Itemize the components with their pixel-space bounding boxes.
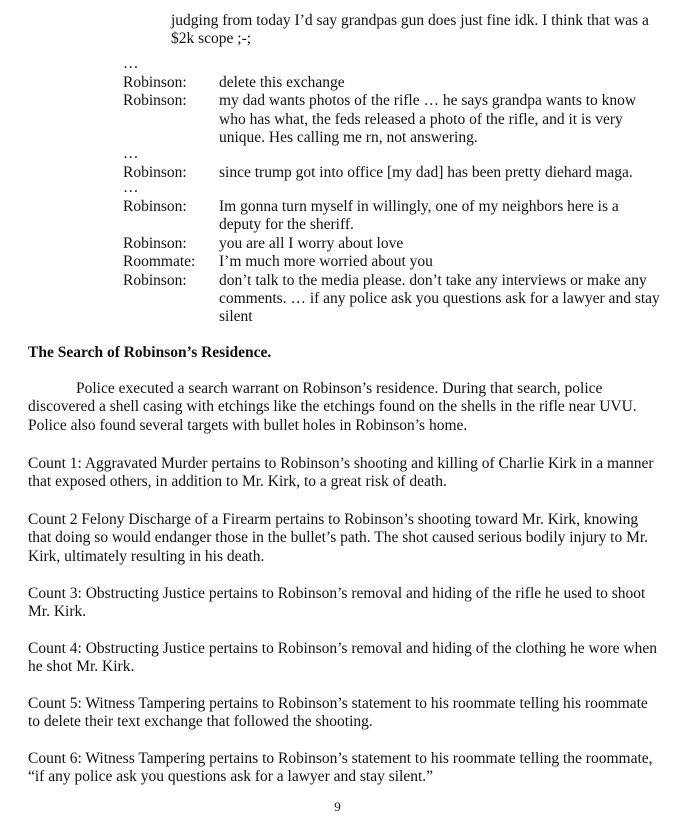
transcript-entry — [123, 235, 663, 253]
speaker-label: Robinson: — [123, 163, 187, 181]
transcript-entry — [123, 198, 663, 235]
message-text: don’t talk to the media please. don’t take any interviews or make any comments. … if any police ask you questions ask for a lawyer and stay silent — [219, 271, 660, 326]
transcript-entry — [123, 164, 663, 182]
transcript-entry — [123, 92, 663, 147]
count-4: Count 4: Obstructing Justice pertains to Robinson’s removal and hiding of the clothing he wore when he shot Mr. Kirk. — [28, 640, 657, 676]
speaker-label: Robinson: — [123, 271, 187, 289]
speaker-label: Robinson: — [123, 74, 187, 91]
text-transcript — [123, 55, 663, 327]
count-2: Count 2 Felony Discharge of a Firearm pertains to Robinson’s shooting toward Mr. Kirk, knowing that doing so would endanger those in the bullet’s path. The shot caused serious bodily injury to Mr. Kirk, ultimately resulting in his death. — [28, 511, 649, 565]
message-text: since trump got into office [my dad] has been pretty diehard maga. — [219, 163, 633, 181]
count-6: Count 6: Witness Tampering pertains to Robinson’s statement to his roommate telling the roommate, “if any police ask you questions ask for a lawyer and stay silent.” — [28, 750, 653, 786]
count-1: Count 1: Aggravated Murder pertains to Robinson’s shooting and killing of Charlie Kirk in a manner that exposed others, in addition to Mr. Kirk, to a great risk of death. — [28, 455, 654, 491]
message-text: I’m much more worried about you — [219, 253, 433, 271]
count-3: Count 3: Obstructing Justice pertains to Robinson’s removal and hiding of the rifle he used to shoot Mr. Kirk. — [28, 585, 646, 621]
speaker-label: Roommate: — [123, 253, 196, 271]
transcript-ellipsis: … — [123, 179, 139, 197]
transcript-ellipsis: … — [123, 144, 139, 162]
message-text: Im gonna turn myself in willingly, one of my neighbors here is a deputy for the sheriff. — [219, 198, 619, 234]
transcript-ellipsis: … — [123, 55, 139, 72]
speaker-label: Robinson: — [123, 92, 187, 110]
transcript-entry — [123, 253, 663, 271]
transcript-entry — [123, 272, 663, 327]
transcript-entry — [123, 74, 663, 92]
section-heading: The Search of Robinson’s Residence. — [28, 344, 272, 361]
message-text: my dad wants photos of the rifle … he says grandpa wants to know who has what, the feds released a photo of the rifle, and it is very unique. Hes calling me rn, not answering. — [219, 92, 637, 147]
message-text: delete this exchange — [219, 74, 345, 91]
count-5: Count 5: Witness Tampering pertains to Robinson’s statement to his roommate telling his roommate to delete their text exchange that followed the shooting. — [28, 695, 648, 731]
search-paragraph: Police executed a search warrant on Robinson’s residence. During that search, police discovered a shell casing with etchings like the etchings found on the shells in the rifle near UVU. Police also found several targets with bullet holes in Robinson’s home. — [28, 380, 637, 434]
speaker-label: Robinson: — [123, 234, 187, 252]
page-number: 9 — [334, 799, 341, 814]
transcript-continued-message: judging from today I’d say grandpas gun does just fine idk. I think that was a $2k scope ;-; — [171, 12, 649, 48]
message-text: you are all I worry about love — [219, 234, 404, 252]
speaker-label: Robinson: — [123, 198, 187, 216]
